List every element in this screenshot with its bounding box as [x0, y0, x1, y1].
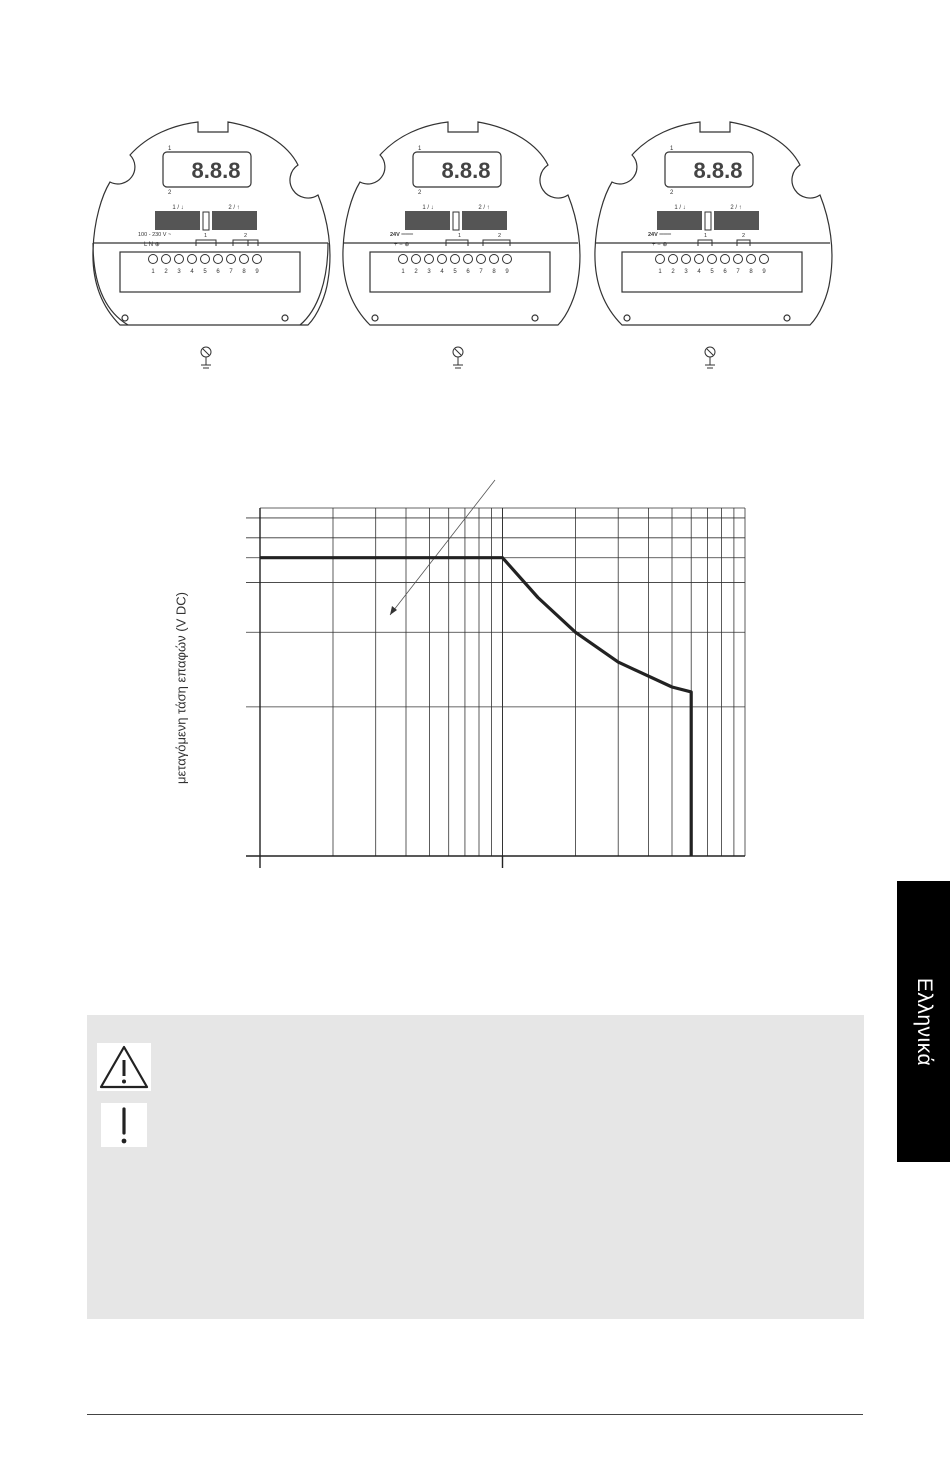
chart-axes: [246, 508, 745, 868]
language-tab-label: Ελληνικά: [912, 977, 936, 1066]
button-right: [212, 211, 257, 230]
supply-label: 100 - 230 V ~: [138, 232, 172, 238]
contact-rating-chart: [160, 470, 760, 880]
svg-text:2: 2: [244, 233, 248, 239]
svg-text:4: 4: [190, 269, 194, 275]
svg-text:2: 2: [168, 190, 172, 196]
earth-screw-icon: [453, 347, 463, 368]
svg-text:6: 6: [466, 269, 470, 275]
earth-screw-icon: [201, 347, 211, 368]
svg-text:9: 9: [255, 269, 259, 275]
svg-text:6: 6: [216, 269, 220, 275]
svg-text:1: 1: [458, 233, 462, 239]
svg-text:4: 4: [440, 269, 444, 275]
display-digits: 8.8.8: [191, 158, 241, 183]
footer-divider: [87, 1414, 863, 1415]
svg-text:8.8.8: 8.8.8: [441, 158, 491, 183]
svg-text:5: 5: [203, 269, 207, 275]
svg-text:+ − ⊕: + − ⊕: [394, 242, 410, 248]
chart-grid: [246, 508, 745, 856]
wiring-diagram-dc-b: [590, 110, 840, 380]
svg-text:1: 1: [418, 146, 422, 152]
svg-text:4: 4: [697, 269, 701, 275]
svg-text:1: 1: [168, 146, 172, 152]
svg-text:1: 1: [151, 269, 155, 275]
svg-text:2 / ↑: 2 / ↑: [478, 205, 490, 211]
svg-text:1: 1: [658, 269, 662, 275]
svg-text:9: 9: [762, 269, 766, 275]
wiring-diagram-ac: [88, 110, 338, 380]
svg-text:2: 2: [414, 269, 418, 275]
svg-text:3: 3: [427, 269, 431, 275]
svg-text:7: 7: [736, 269, 740, 275]
svg-text:24V ═══: 24V ═══: [648, 232, 672, 238]
terminal-block: [149, 255, 262, 264]
svg-text:8: 8: [242, 269, 246, 275]
svg-text:8: 8: [492, 269, 496, 275]
supply-terminals: L N ⊕: [144, 242, 160, 248]
svg-text:1 / ↓: 1 / ↓: [422, 205, 434, 211]
svg-text:+ − ⊕: + − ⊕: [652, 242, 668, 248]
svg-text:1 / ↓: 1 / ↓: [674, 205, 686, 211]
svg-text:1: 1: [704, 233, 708, 239]
svg-text:3: 3: [177, 269, 181, 275]
svg-text:1 / ↓: 1 / ↓: [172, 205, 184, 211]
svg-text:2 / ↑: 2 / ↑: [228, 205, 240, 211]
svg-text:2: 2: [498, 233, 502, 239]
exclamation-icon: [101, 1103, 147, 1147]
notice-box: [87, 1015, 864, 1319]
language-tab: [897, 881, 950, 1162]
wiring-diagram-dc-a: [338, 110, 588, 380]
svg-text:24V ═══: 24V ═══: [390, 232, 414, 238]
warning-triangle-icon: [97, 1043, 151, 1091]
svg-text:2: 2: [671, 269, 675, 275]
svg-text:1: 1: [204, 233, 208, 239]
svg-text:7: 7: [229, 269, 233, 275]
svg-text:1: 1: [670, 146, 674, 152]
svg-text:8: 8: [749, 269, 753, 275]
svg-text:2 / ↑: 2 / ↑: [730, 205, 742, 211]
svg-text:2: 2: [670, 190, 674, 196]
svg-text:2: 2: [418, 190, 422, 196]
earth-screw-icon: [705, 347, 715, 368]
svg-text:3: 3: [684, 269, 688, 275]
svg-text:8.8.8: 8.8.8: [693, 158, 743, 183]
svg-text:7: 7: [479, 269, 483, 275]
svg-text:9: 9: [505, 269, 509, 275]
svg-text:2: 2: [742, 233, 746, 239]
svg-text:5: 5: [710, 269, 714, 275]
svg-text:6: 6: [723, 269, 727, 275]
button-left: [155, 211, 200, 230]
svg-text:2: 2: [164, 269, 168, 275]
svg-text:1: 1: [401, 269, 405, 275]
svg-text:5: 5: [453, 269, 457, 275]
